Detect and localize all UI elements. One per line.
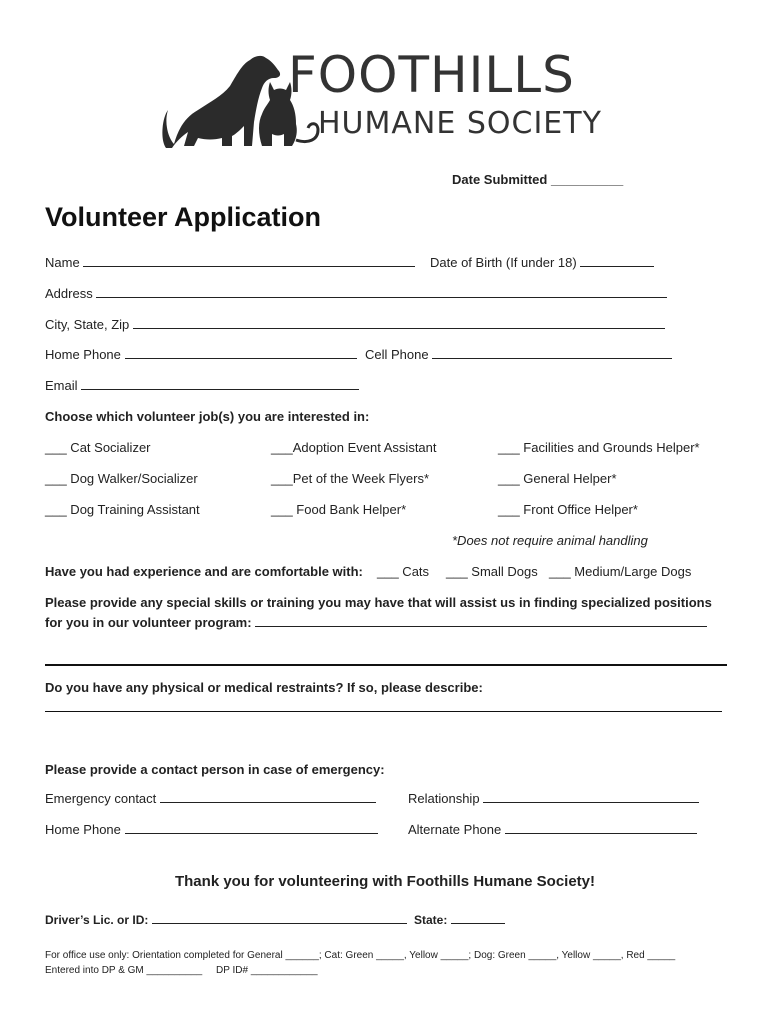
name-line[interactable] — [83, 255, 415, 267]
address-line[interactable] — [96, 286, 667, 298]
jobs-note: *Does not require animal handling — [452, 533, 648, 548]
job-option[interactable]: ___ Cat Socializer — [45, 440, 151, 455]
job-option[interactable]: ___ Dog Walker/Socializer — [45, 471, 198, 486]
license-field[interactable] — [45, 912, 407, 927]
thank-you-message: Thank you for volunteering with Foothills Humane Society! — [174, 873, 596, 890]
cell-phone-line[interactable] — [432, 347, 672, 359]
job-option[interactable]: ___ Front Office Helper* — [498, 502, 638, 517]
date-submitted: Date Submitted __________ — [452, 172, 624, 187]
license-line[interactable] — [152, 912, 407, 924]
state-field[interactable] — [414, 912, 505, 927]
emergency-home-phone-label: Home Phone — [45, 822, 121, 837]
page-title: Volunteer Application — [45, 202, 322, 232]
skills-question-line2: for you in our volunteer program: — [45, 615, 252, 630]
home-phone-label: Home Phone — [45, 347, 121, 362]
experience-option-small-dogs[interactable]: ___ Small Dogs — [446, 564, 538, 579]
restraints-question: Do you have any physical or medical restraints? If so, please describe: — [45, 680, 483, 695]
dob-line[interactable] — [580, 255, 654, 267]
jobs-heading: Choose which volunteer job(s) you are interested in: — [45, 409, 370, 424]
license-label: Driver’s Lic. or ID: — [45, 913, 149, 927]
home-phone-field[interactable] — [45, 347, 357, 362]
emergency-home-phone-line[interactable] — [125, 822, 378, 834]
name-label: Name — [45, 255, 80, 270]
state-label: State: — [414, 913, 448, 927]
job-option[interactable]: ___ Dog Training Assistant — [45, 502, 200, 517]
job-option[interactable]: ___ General Helper* — [498, 471, 617, 486]
relationship-line[interactable] — [483, 791, 699, 803]
cell-phone-label: Cell Phone — [365, 347, 429, 362]
alternate-phone-line[interactable] — [505, 822, 697, 834]
skills-line[interactable] — [255, 615, 707, 627]
skills-question-line1: Please provide any special skills or training you may have that will assist us in finding specialized positions — [45, 595, 712, 610]
email-field[interactable] — [45, 378, 359, 393]
skills-field[interactable] — [45, 615, 707, 630]
job-option[interactable]: ___ Food Bank Helper* — [271, 502, 407, 517]
emergency-contact-field[interactable] — [45, 791, 376, 806]
city-line[interactable] — [133, 317, 665, 329]
state-line[interactable] — [451, 912, 505, 924]
alternate-phone-field[interactable] — [408, 822, 697, 837]
cell-phone-field[interactable] — [365, 347, 672, 362]
relationship-field[interactable] — [408, 791, 699, 806]
job-option[interactable]: ___Adoption Event Assistant — [271, 440, 437, 455]
logo-subtitle: HUMANE SOCIETY — [318, 106, 602, 141]
restraints-answer-line[interactable] — [45, 711, 722, 712]
city-field[interactable] — [45, 317, 665, 332]
dob-field[interactable] — [430, 255, 654, 270]
experience-option-large-dogs[interactable]: ___ Medium/Large Dogs — [549, 564, 692, 579]
address-field[interactable] — [45, 286, 667, 301]
job-option[interactable]: ___ Facilities and Grounds Helper* — [498, 440, 700, 455]
emergency-contact-line[interactable] — [160, 791, 376, 803]
office-use-line1: For office use only: Orientation completed for General ______; Cat: Green _____, Yellow _____; Dog: Green _____, Yellow _____, Red _____ — [45, 950, 676, 961]
alternate-phone-label: Alternate Phone — [408, 822, 502, 837]
home-phone-line[interactable] — [125, 347, 357, 359]
office-use-line2: Entered into DP & GM __________ DP ID# ____________ — [45, 965, 318, 976]
emergency-home-phone-field[interactable] — [45, 822, 378, 837]
job-option[interactable]: ___Pet of the Week Flyers* — [271, 471, 430, 486]
experience-option-cats[interactable]: ___ Cats — [377, 564, 430, 579]
relationship-label: Relationship — [408, 791, 480, 806]
email-label: Email — [45, 378, 78, 393]
skills-answer-line[interactable] — [45, 664, 727, 666]
dob-label: Date of Birth (If under 18) — [430, 255, 577, 270]
logo — [158, 48, 618, 156]
address-label: Address — [45, 286, 93, 301]
name-field[interactable] — [45, 255, 415, 270]
email-line[interactable] — [81, 378, 359, 390]
city-label: City, State, Zip — [45, 317, 130, 332]
emergency-contact-label: Emergency contact — [45, 791, 157, 806]
experience-question: Have you had experience and are comfortable with: — [45, 564, 363, 579]
logo-title: FOOTHILLS — [288, 46, 575, 104]
emergency-heading: Please provide a contact person in case of emergency: — [45, 762, 385, 777]
